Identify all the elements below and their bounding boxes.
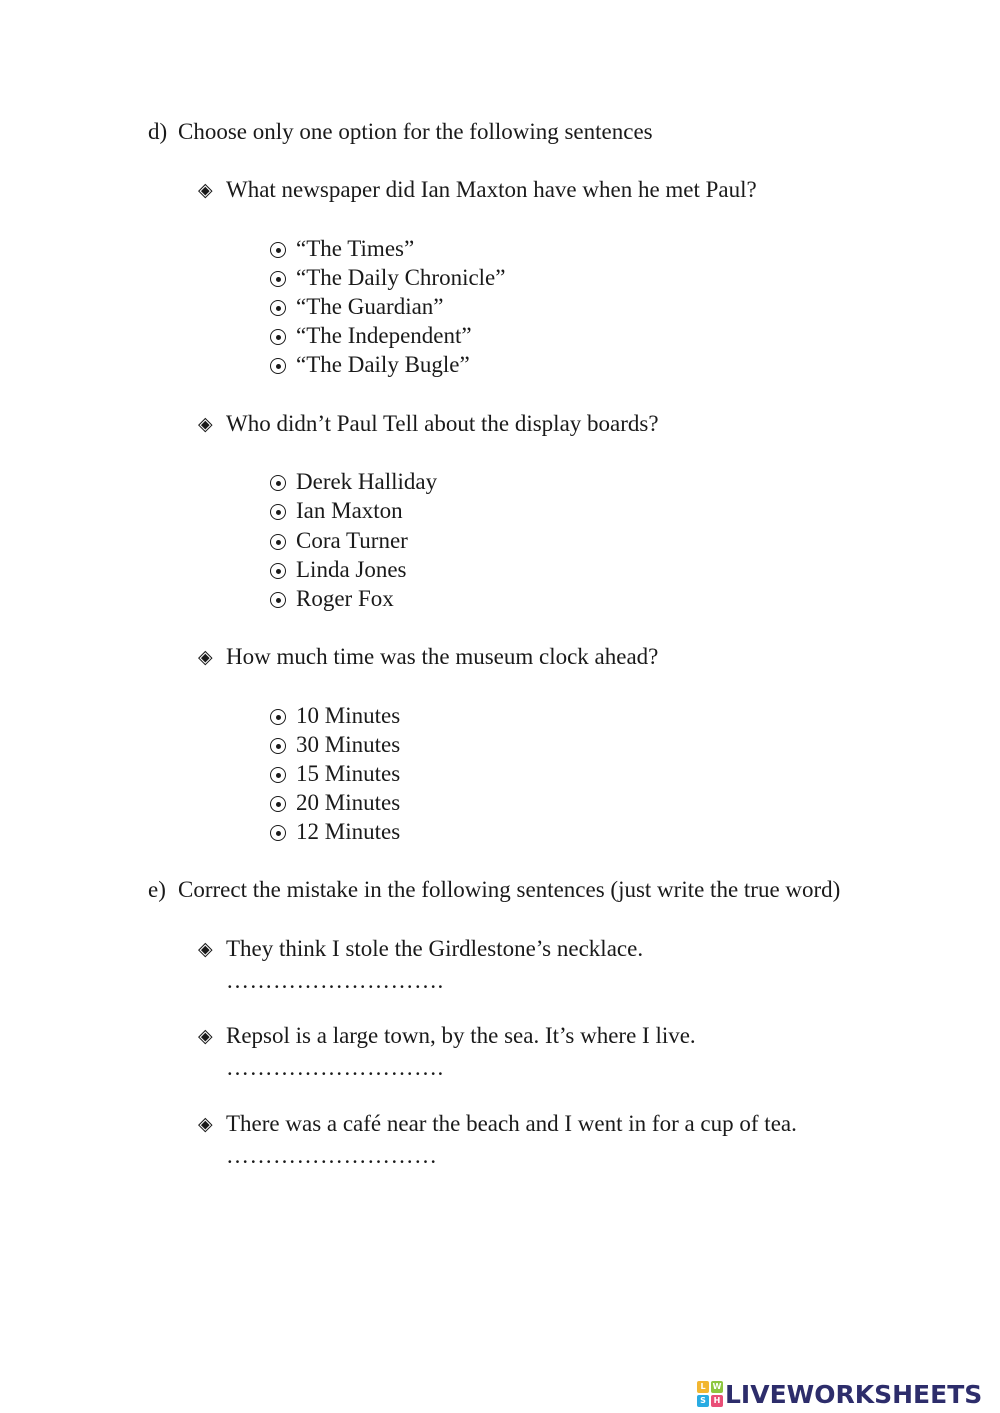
q2-option-5[interactable]	[268, 585, 394, 613]
radio-icon[interactable]	[270, 592, 286, 608]
q3-option-2[interactable]	[268, 731, 400, 759]
section-e-letter: e)	[148, 877, 166, 902]
correction-item-3	[198, 1110, 797, 1138]
q3-option-1[interactable]	[268, 702, 400, 730]
diamond-bullet-icon: ◈	[198, 1113, 213, 1135]
answer-blank-2[interactable]	[226, 1054, 444, 1082]
option-label: “The Independent”	[296, 323, 472, 348]
question-2-text: Who didn’t Paul Tell about the display boards?	[226, 411, 659, 436]
q2-option-1[interactable]	[268, 468, 437, 496]
question-3-text: How much time was the museum clock ahead?	[226, 644, 659, 669]
diamond-bullet-icon: ◈	[198, 646, 213, 668]
option-label: 30 Minutes	[296, 732, 401, 757]
question-3	[198, 643, 658, 671]
diamond-bullet-icon: ◈	[198, 1025, 213, 1047]
radio-icon[interactable]	[270, 709, 286, 725]
radio-icon[interactable]	[270, 475, 286, 491]
liveworksheets-logo[interactable]	[697, 1377, 982, 1411]
answer-blank-dots: ……………………….	[226, 1055, 444, 1080]
diamond-bullet-icon: ◈	[198, 179, 213, 201]
section-e-heading	[148, 876, 840, 904]
radio-icon[interactable]	[270, 534, 286, 550]
option-label: 12 Minutes	[296, 819, 401, 844]
q1-option-3[interactable]	[268, 293, 444, 321]
option-label: Linda Jones	[296, 557, 407, 582]
question-1	[198, 176, 757, 204]
option-label: Ian Maxton	[296, 498, 403, 523]
answer-blank-3[interactable]	[226, 1142, 438, 1170]
q2-option-4[interactable]	[268, 556, 407, 584]
option-label: “The Daily Bugle”	[296, 352, 470, 377]
q3-option-3[interactable]	[268, 760, 400, 788]
correction-sentence: Repsol is a large town, by the sea. It’s where I live.	[226, 1023, 696, 1048]
radio-icon[interactable]	[270, 825, 286, 841]
option-label: Cora Turner	[296, 528, 408, 553]
correction-item-2	[198, 1022, 696, 1050]
q1-option-1[interactable]	[268, 235, 414, 263]
section-e-instruction: Correct the mistake in the following sentences (just write the true word)	[178, 877, 841, 902]
logo-text: LIVEWORKSHEETS	[725, 1379, 983, 1409]
radio-icon[interactable]	[270, 767, 286, 783]
q2-option-2[interactable]	[268, 497, 403, 525]
option-label: Derek Halliday	[296, 469, 438, 494]
diamond-bullet-icon: ◈	[198, 938, 213, 960]
question-1-text: What newspaper did Ian Maxton have when he met Paul?	[226, 177, 757, 202]
answer-blank-dots: ………………………	[226, 1143, 438, 1168]
section-d-instruction: Choose only one option for the following sentences	[178, 119, 653, 144]
q1-option-2[interactable]	[268, 264, 505, 292]
q3-option-5[interactable]	[268, 818, 400, 846]
q3-option-4[interactable]	[268, 789, 400, 817]
radio-icon[interactable]	[270, 796, 286, 812]
radio-icon[interactable]	[270, 563, 286, 579]
radio-icon[interactable]	[270, 358, 286, 374]
radio-icon[interactable]	[270, 242, 286, 258]
radio-icon[interactable]	[270, 271, 286, 287]
radio-icon[interactable]	[270, 300, 286, 316]
logo-mark-icon	[697, 1381, 723, 1407]
diamond-bullet-icon: ◈	[198, 413, 213, 435]
question-2	[198, 410, 659, 438]
correction-sentence: There was a café near the beach and I went in for a cup of tea.	[226, 1111, 797, 1136]
logo-mark-tile: W	[712, 1382, 722, 1391]
option-label: 10 Minutes	[296, 703, 401, 728]
q1-option-5[interactable]	[268, 351, 470, 379]
radio-icon[interactable]	[270, 738, 286, 754]
logo-mark-tile: H	[711, 1395, 723, 1407]
correction-sentence: They think I stole the Girdlestone’s necklace.	[226, 936, 644, 961]
radio-icon[interactable]	[270, 504, 286, 520]
option-label: 15 Minutes	[296, 761, 401, 786]
logo-mark-tile: S	[697, 1395, 709, 1407]
option-label: 20 Minutes	[296, 790, 401, 815]
radio-icon[interactable]	[270, 329, 286, 345]
option-label: “The Guardian”	[296, 294, 444, 319]
section-d-heading	[148, 118, 653, 146]
q2-option-3[interactable]	[268, 527, 408, 555]
option-label: “The Daily Chronicle”	[296, 265, 506, 290]
answer-blank-1[interactable]	[226, 967, 444, 995]
logo-mark-tile: L	[697, 1381, 709, 1393]
section-d-letter: d)	[148, 119, 168, 144]
option-label: “The Times”	[296, 236, 415, 261]
option-label: Roger Fox	[296, 586, 394, 611]
q1-option-4[interactable]	[268, 322, 472, 350]
correction-item-1	[198, 935, 643, 963]
answer-blank-dots: ……………………….	[226, 968, 444, 993]
